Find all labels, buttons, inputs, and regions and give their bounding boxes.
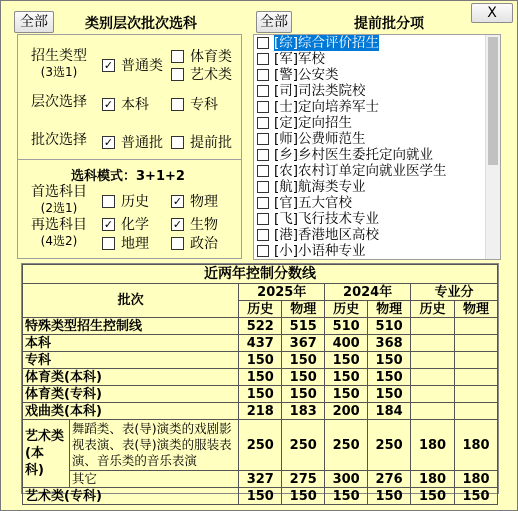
cell: 510 (368, 318, 411, 335)
checkbox-icon[interactable] (257, 53, 269, 65)
list-item[interactable]: [定]定向招生 (254, 115, 500, 131)
cell: 250 (239, 420, 282, 471)
cell: 218 (239, 403, 282, 420)
checkbox-icon[interactable]: ✓ (103, 58, 114, 72)
left-panel-title: 类别层次批次选科 (85, 16, 197, 32)
level-option-undergrad[interactable]: ✓ 本科 (103, 97, 149, 113)
category-label: 招生类型 (3选1) (31, 48, 87, 79)
col-header-physics: 物理 (282, 301, 325, 318)
row-name: 体育类(专科) (23, 386, 239, 403)
category-option-ordinary[interactable]: ✓ 普通类 (103, 58, 163, 74)
list-item[interactable]: [小]小语种专业 (254, 243, 500, 259)
cell: 150 (239, 386, 282, 403)
table-row (23, 386, 498, 403)
checkbox-icon[interactable] (257, 165, 269, 177)
list-item[interactable]: [师]公费师范生 (254, 131, 500, 147)
row-name: 体育类(本科) (23, 369, 239, 386)
art-undergrad-label: 艺术类 (本 科) (23, 420, 70, 488)
batch-label: 批次选择 (31, 132, 87, 148)
cell (455, 318, 498, 335)
left-all-button[interactable]: 全部 (14, 11, 54, 33)
second-option-geography[interactable]: 地理 (102, 233, 149, 253)
row-name: 艺术类(专科) (23, 488, 239, 505)
art-other: 其它 (69, 471, 238, 488)
cell: 150 (368, 488, 411, 505)
list-item[interactable]: [综]综合评价招生 (254, 35, 500, 51)
col-header-history: 历史 (411, 301, 455, 318)
cell: 150 (239, 352, 282, 369)
cell (455, 352, 498, 369)
col-header-batch: 批次 (23, 284, 239, 318)
cell: 367 (282, 335, 325, 352)
checkbox-icon[interactable] (257, 69, 269, 81)
batch-option-normal[interactable]: ✓ 普通批 (103, 135, 163, 151)
cell: 183 (282, 403, 325, 420)
art-desc: 舞蹈类、表(导)演类的戏剧影视表演、表(导)演类的服装表演、音乐类的音乐表演 (69, 420, 238, 471)
first-option-physics[interactable]: ✓ 物理 (172, 194, 218, 210)
right-all-button[interactable]: 全部 (256, 11, 292, 33)
checkbox-icon[interactable] (257, 133, 269, 145)
category-option-sports[interactable]: 体育类 (171, 46, 232, 66)
list-item[interactable]: [航]航海类专业 (254, 179, 500, 195)
cell: 150 (325, 488, 368, 505)
checkbox-icon[interactable] (257, 197, 269, 209)
checkbox-icon[interactable] (171, 136, 184, 149)
scrollbar-thumb[interactable] (488, 37, 498, 165)
col-header-major: 专业分 (411, 284, 498, 301)
checkbox-icon[interactable] (171, 237, 184, 250)
list-item[interactable]: [军]军校 (254, 51, 500, 67)
cell (411, 369, 455, 386)
cell: 150 (282, 386, 325, 403)
cell: 180 (455, 420, 498, 471)
col-header-history: 历史 (239, 301, 282, 318)
cell: 250 (325, 420, 368, 471)
checkbox-icon[interactable]: ✓ (172, 217, 183, 231)
checkbox-icon[interactable] (257, 213, 269, 225)
checkbox-icon[interactable]: ✓ (103, 217, 114, 231)
list-item[interactable]: [港]香港地区高校 (254, 227, 500, 243)
cell: 150 (282, 369, 325, 386)
level-option-college[interactable]: 专科 (171, 94, 218, 114)
cell: 250 (368, 420, 411, 471)
cell: 150 (282, 488, 325, 505)
cell (455, 386, 498, 403)
cell: 275 (282, 471, 325, 488)
score-table-wrap (21, 263, 499, 504)
col-header-year2: 2024年 (325, 284, 411, 301)
list-item[interactable]: [士]定向培养军士 (254, 99, 500, 115)
table-row (23, 471, 498, 488)
checkbox-icon[interactable] (257, 181, 269, 193)
row-name: 特殊类型招生控制线 (23, 318, 239, 335)
table-row (23, 420, 498, 471)
cell: 180 (411, 420, 455, 471)
cell: 180 (411, 471, 455, 488)
subject-mode-label: 选科模式：3+1+2 (71, 169, 185, 184)
close-button[interactable]: X (471, 3, 513, 23)
second-subject-label: 再选科目 (4选2) (31, 217, 87, 248)
checkbox-icon[interactable]: ✓ (103, 135, 114, 149)
list-item[interactable]: [司]司法类院校 (254, 83, 500, 99)
first-subject-label: 首选科目 (2选1) (31, 184, 87, 215)
col-header-year1: 2025年 (239, 284, 325, 301)
second-option-chemistry[interactable]: ✓ 化学 (103, 217, 149, 233)
cell: 150 (368, 352, 411, 369)
cell: 515 (282, 318, 325, 335)
checkbox-icon[interactable] (257, 245, 269, 257)
cell: 150 (325, 352, 368, 369)
cell: 437 (239, 335, 282, 352)
cell (411, 403, 455, 420)
level-label: 层次选择 (31, 94, 87, 110)
table-row (23, 403, 498, 420)
cell: 522 (239, 318, 282, 335)
cell (411, 386, 455, 403)
cell: 180 (455, 471, 498, 488)
cell: 400 (325, 335, 368, 352)
table-row (23, 318, 498, 335)
checkbox-icon[interactable]: ✓ (103, 97, 114, 111)
list-item[interactable]: [警]公安类 (254, 67, 500, 83)
checkbox-icon[interactable] (257, 229, 269, 241)
cell: 150 (411, 488, 455, 505)
row-name: 戏曲类(本科) (23, 403, 239, 420)
cell: 300 (325, 471, 368, 488)
category-option-art[interactable]: 艺术类 (171, 64, 232, 84)
cell (411, 335, 455, 352)
table-row (23, 335, 498, 352)
checkbox-icon[interactable]: ✓ (172, 194, 183, 208)
cell: 150 (368, 369, 411, 386)
cell: 150 (239, 369, 282, 386)
cell (455, 403, 498, 420)
checkbox-icon[interactable] (102, 195, 115, 208)
cell: 150 (368, 386, 411, 403)
checkbox-icon[interactable] (171, 98, 184, 111)
col-header-physics: 物理 (368, 301, 411, 318)
list-item[interactable]: [官]五大官校 (254, 195, 500, 211)
cell: 200 (325, 403, 368, 420)
checkbox-icon[interactable] (257, 37, 269, 49)
checkbox-icon[interactable] (257, 149, 269, 161)
cell (455, 369, 498, 386)
list-item[interactable]: [飞]飞行技术专业 (254, 211, 500, 227)
early-batch-listbox[interactable] (253, 34, 501, 260)
cell (411, 352, 455, 369)
col-header-physics: 物理 (455, 301, 498, 318)
second-option-politics[interactable]: 政治 (171, 233, 218, 253)
list-item[interactable]: [农]农村订单定向就业医学生 (254, 163, 500, 179)
checkbox-icon[interactable] (257, 101, 269, 113)
batch-option-early[interactable]: 提前批 (171, 132, 232, 152)
checkbox-icon[interactable] (102, 237, 115, 250)
checkbox-icon[interactable] (171, 50, 184, 63)
row-name: 专科 (23, 352, 239, 369)
cell: 150 (325, 386, 368, 403)
cell: 327 (239, 471, 282, 488)
cell: 150 (455, 488, 498, 505)
list-item[interactable]: [乡]乡村医生委托定向就业 (254, 147, 500, 163)
table-row (23, 488, 498, 505)
cell: 276 (368, 471, 411, 488)
cell: 150 (282, 352, 325, 369)
cell: 250 (282, 420, 325, 471)
second-option-biology[interactable]: ✓ 生物 (172, 217, 218, 233)
right-panel-title: 提前批分项 (354, 16, 424, 32)
row-name: 本科 (23, 335, 239, 352)
cell: 150 (325, 369, 368, 386)
cell (455, 335, 498, 352)
checkbox-icon[interactable] (171, 68, 184, 81)
table-title: 近两年控制分数线 (23, 265, 498, 284)
table-row (23, 369, 498, 386)
cell: 150 (239, 488, 282, 505)
checkbox-icon[interactable] (257, 85, 269, 97)
cell: 368 (368, 335, 411, 352)
table-row (23, 352, 498, 369)
first-option-history[interactable]: 历史 (102, 191, 149, 211)
score-table (22, 264, 498, 505)
cell: 184 (368, 403, 411, 420)
listbox-scrollbar[interactable] (485, 35, 500, 259)
cell: 510 (325, 318, 368, 335)
cell (411, 318, 455, 335)
col-header-history: 历史 (325, 301, 368, 318)
checkbox-icon[interactable] (257, 117, 269, 129)
